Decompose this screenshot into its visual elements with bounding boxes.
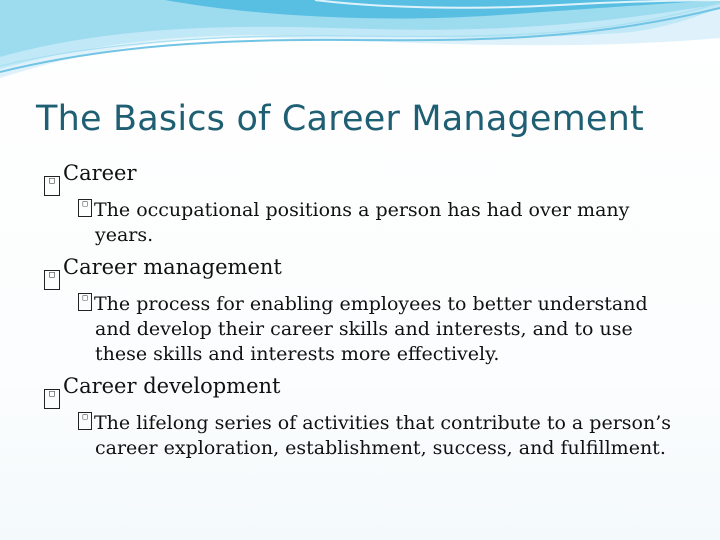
list-item-career xyxy=(44,160,684,248)
list-item-career-development xyxy=(44,373,684,461)
term-row xyxy=(44,254,684,287)
list-item-career-management xyxy=(44,254,684,367)
bullet-box-icon: □ xyxy=(44,176,60,196)
term-row xyxy=(44,373,684,406)
definition-row xyxy=(78,411,684,461)
term-career-management: Career management xyxy=(63,255,282,279)
slide-title: The Basics of Career Management xyxy=(36,99,644,139)
definition-row xyxy=(78,292,684,367)
bullet-box-icon: □ xyxy=(78,293,92,311)
term-row xyxy=(44,160,684,193)
definition-career-development: The lifelong series of activities that contribute to a person’s career exploration, establishment, success, and fulfillment. xyxy=(94,412,672,459)
bullet-box-icon: □ xyxy=(44,389,60,409)
definition-career-management: The process for enabling employees to better understand and develop their career skills and interests, and to use these skills and interests more effectively. xyxy=(94,293,648,365)
definition-career: The occupational positions a person has had over many years. xyxy=(94,199,630,246)
term-career: Career xyxy=(63,161,137,185)
content-list xyxy=(44,160,684,467)
term-career-development: Career development xyxy=(63,374,281,398)
bullet-box-icon: □ xyxy=(78,199,92,217)
bullet-box-icon: □ xyxy=(78,412,92,430)
bullet-box-icon: □ xyxy=(44,270,60,290)
definition-row xyxy=(78,198,684,248)
top-wave-decoration xyxy=(0,0,720,90)
